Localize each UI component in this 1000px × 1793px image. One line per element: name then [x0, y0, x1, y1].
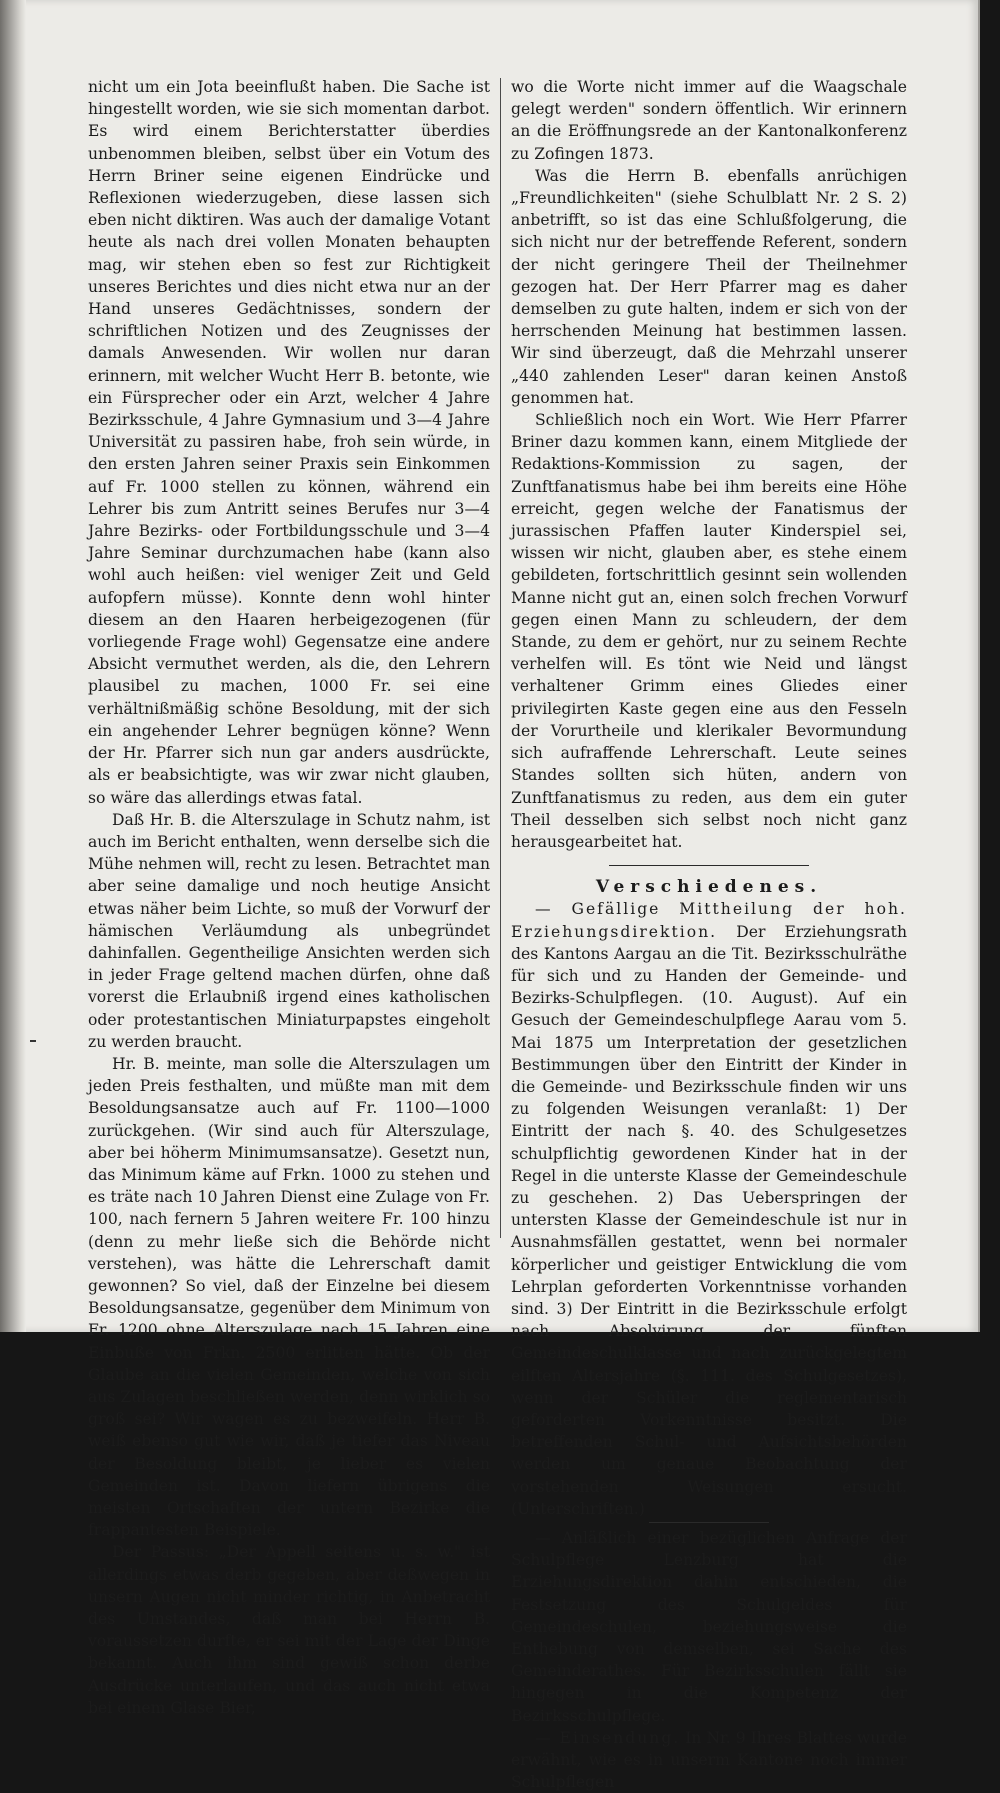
misc-item-1	[511, 898, 907, 1520]
misc-item-2: — Anläßlich einer bezüglichen Anfrage der Schulpflege Lenzburg hat die Erziehungsdirektion dahin entschieden, die Festsetzung des Schulgeldes für Gemeindeschulen, beziehungsweise die Enthebung von demselben, sei Sache des Gemeinderathes. Für Bezirksschulen fällt sie hingegen in die Kompetenz der Bezirksschulpflege.	[511, 1529, 907, 1725]
binding-shadow	[0, 0, 26, 1332]
left-paragraph-3: Hr. B. meinte, man solle die Alterszulagen um jeden Preis festhalten, und müßte man mit dem Besoldungsansatze auch auf Fr. 1100—1000 zurückgehen. (Wir sind auch für Alterszulage, aber bei höherm Minimumsansatze). Gesetzt nun, das Minimum käme auf Frkn. 1000 zu stehen und es träte nach 10 Jahren Dienst eine Zulage von Fr. 100, nach fernern 5 Jahren weitere Fr. 100 hinzu (denn zu mehr ließe sich die Behörde nicht verstehen), was hätte die Lehrerschaft damit gewonnen? So viel, daß der Einzelne bei diesem Besoldungsansatze, gegenüber dem Minimum von Fr. 1200 ohne Alterszulage nach 15 Jahren eine Einbuße von Frkn. 2500 erlitten hätte. Ob der Glaube an die vielen Gemeinden, welche von sich aus Zulagen beschließen werden, denn wirklich so groß sei? Wir wagen es zu bezweifeln. Herr B. weiß ebenso gut wie wir, daß je tiefer das Niveau der Besoldung bleibt, je lieber es vielen Gemeinden ist. Davon liefern übrigens die meisten Ortschaften der untern Bezirke die frappantesten Beispiele.	[88, 1054, 490, 1540]
section-rule	[609, 865, 809, 866]
misc-item-1-lead: — Gefällige Mittheilung der hoh. Erziehungsdirektion.	[511, 900, 907, 941]
item-separator	[649, 1522, 769, 1523]
column-divider	[500, 78, 501, 1238]
right-paragraph-1: wo die Worte nicht immer auf die Waagschale gelegt werden" sondern öffentlich. Wir erinnern an die Eröffnungsrede an der Kantonalkonferenz zu Zofingen 1873.	[511, 78, 907, 163]
right-column	[511, 76, 907, 1793]
left-paragraph-1: nicht um ein Jota beeinflußt haben. Die Sache ist hingestellt worden, wie sie sich momentan darbot. Es wird einem Berichterstatter überdies unbenommen bleiben, selbst über ein Votum des Herrn Briner seine eigenen Eindrücke und Reflexionen wiederzugeben, diese lassen sich eben nicht diktiren. Was auch der damalige Votant heute als nach drei vollen Monaten behaupten mag, wir stehen eben so fest zur Richtigkeit unseres Berichtes und dies nicht etwa nur an der Hand unseres Gedächtnisses, sondern der schriftlichen Notizen und des Zeugnisses der damals Anwesenden. Wir wollen nur daran erinnern, mit welcher Wucht Herr B. betonte, wie ein Fürsprecher oder ein Arzt, welcher 4 Jahre Bezirksschule, 4 Jahre Gymnasium und 3—4 Jahre Universität zu passiren habe, froh sein würde, in den ersten Jahren seiner Praxis sein Einkommen auf Fr. 1000 stellen zu können, während ein Lehrer bis zum Antritt seines Berufes nur 3—4 Jahre Bezirks- oder Fortbildungsschule und 3—4 Jahre Seminar durchzumachen habe (kann also wohl auch heißen: viel weniger Zeit und Geld aufopfern müsse). Konnte denn wohl hinter diesem an den Haaren herbeigezogenen (für vorliegende Frage wohl) Gegensatze eine andere Absicht vermuthet werden, als die, den Lehrern plausibel zu machen, 1000 Fr. sei eine verhältnißmäßig schöne Besoldung, mit der sich ein angehender Lehrer begnügen könne? Wenn der Hr. Pfarrer sich nun gar anders ausdrückte, als er beabsichtigte, was wir zwar nicht glauben, so wäre das allerdings etwas fatal.	[88, 78, 490, 807]
misc-item-3	[511, 1727, 907, 1793]
section-heading: Verschiedenes.	[595, 877, 823, 898]
left-paragraph-4: Der Passus: „Der Appell seitens u. s. w." ist allerdings etwas derb gegeben, aber deßwegen in unsern Augen nicht minder richtig, in Anbetracht des Umstandes, daß man bei Herrn B. voraussetzen durfte, er sei mit der Lage der Dinge bekannt. Auch ihm sind gewiß schon derbe Ausdrücke unterlaufen, und das auch nicht etwa bei einem Glase Bier,	[88, 1543, 490, 1717]
left-column	[88, 76, 490, 1719]
misc-item-3-body: In Nr. 9 Ihres Blattes wurde erwähnt, wie es in unserm Kantone noch immer Schulpflegen	[511, 1728, 907, 1792]
misc-item-1-signature: (Unterschriften.)	[511, 1499, 645, 1518]
misc-item-3-lead: — Einsendung.	[535, 1728, 681, 1747]
misc-item-1-body: Der Erziehungsrath des Kantons Aargau an die Tit. Bezirksschulräthe für sich und zu Handen der Gemeinde- und Bezirks-Schulpflegen. (10. August). Auf ein Gesuch der Gemeindeschulpflege Aarau vom 5. Mai 1875 um Interpretation der gesetzlichen Bestimmungen über den Eintritt der Kinder in die Gemeinde- und Bezirksschule finden wir uns zu folgenden Weisungen veranlaßt: 1) Der Eintritt der nach §. 40. des Schulgesetzes schulpflichtig gewordenen Kinder hat in der Regel in die unterste Klasse der Gemeindeschule zu geschehen. 2) Das Ueberspringen der untersten Klasse der Gemeindeschule ist nur in Ausnahmsfällen gestattet, wenn bei normaler körperlicher und geistiger Entwicklung die vom Lehrplan geforderten Vorkenntnisse vorhanden sind. 3) Der Eintritt in die Bezirksschule erfolgt nach Absolvirung der fünften Gemeindeschulklasse und nach zurückgelegtem eilften Altersjahre (§. 111. des Schulgesetzes), wenn der Schüler die reglementarisch geforderten Vorkenntnisse besitzt. Die betreffenden Schul- und Aufsichtsbehörden werden um genaue Beobachtung der vorstehenden Weisungen ersucht.	[511, 922, 907, 1496]
edge-mark	[30, 1040, 36, 1042]
right-paragraph-2: Was die Herrn B. ebenfalls anrüchigen „Freundlichkeiten" (siehe Schulblatt Nr. 2 S. 2) anbetrifft, so ist das eine Schlußfolgerung, die sich nicht nur der betreffende Referent, sondern der nicht geringere Theil der Theilnehmer gezogen hat. Der Herr Pfarrer mag es daher demselben zu gute halten, indem er sich von der herrschenden Meinung hat bestimmen lassen. Wir sind überzeugt, daß die Mehrzahl unserer „440 zahlenden Leser" daran keinen Anstoß genommen hat.	[511, 166, 907, 407]
left-paragraph-2: Daß Hr. B. die Alterszulage in Schutz nahm, ist auch im Bericht enthalten, wenn derselbe sich die Mühe nehmen will, recht zu lesen. Betrachtet man aber seine damalige und noch heutige Ansicht etwas näher beim Lichte, so muß der Vorwurf der hämischen Verläumdung als unbegründet dahinfallen. Gegentheilige Ansichten werden sich in jeder Frage geltend machen dürfen, ohne daß vorerst die Erlaubniß irgend eines katholischen oder protestantischen Miniaturpapstes eingeholt zu werden braucht.	[88, 810, 490, 1051]
right-paragraph-3: Schließlich noch ein Wort. Wie Herr Pfarrer Briner dazu kommen kann, einem Mitgliede der Redaktions-Kommission zu sagen, der Zunftfanatismus habe bei ihm bereits eine Höhe erreicht, gegen welche der Fanatismus der jurassischen Pfaffen lauter Kinderspiel sei, wissen wir nicht, glauben aber, es stehe einem gebildeten, fortschrittlich gesinnt sein wollenden Manne nicht gut an, einen solch frechen Vorwurf gegen einen Mann zu schleudern, der dem Stande, zu dem er gehört, nur zu seinem Rechte verhelfen will. Es tönt wie Neid und längst verhaltener Grimm eines Gliedes einer privilegirten Kaste gegen eine aus den Fesseln der Vorurtheile und klerikaler Bevormundung sich aufraffende Lehrerschaft. Leute seines Standes sollten sich hüten, andern von Zunftfanatismus zu reden, aus dem ein guter Theil desselben sich selbst noch nicht ganz herausgearbeitet hat.	[511, 411, 907, 851]
